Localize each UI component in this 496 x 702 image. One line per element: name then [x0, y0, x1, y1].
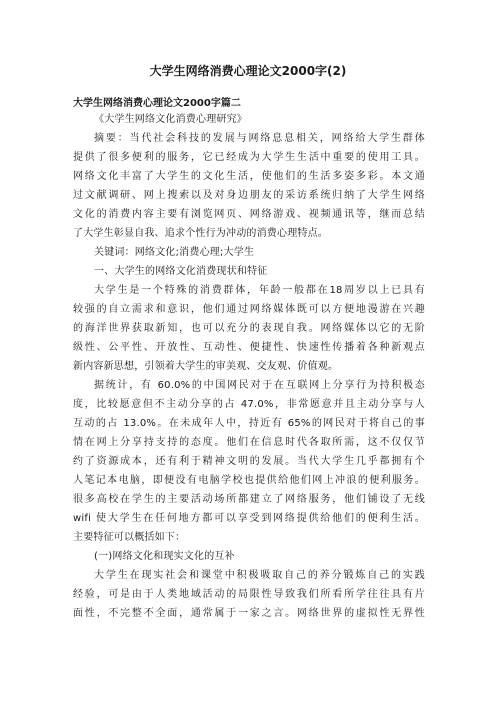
paragraph-line: 大学生是一个特殊的消费群体，年龄一般都在18周岁以上已具有: [94, 285, 425, 296]
document-title: 大学生网络消费心理论文2000字(2): [149, 64, 347, 78]
paragraph-line: 约了资源成本，还有利于精神文明的发展。当代大学生几乎都拥有个: [73, 456, 425, 467]
paragraph-line: 较强的自立需求和意识，他们通过网络媒体既可以方便地漫游在兴趣: [73, 304, 425, 315]
paragraph-line: 情在网上分享持支持的态度。他们在信息时代各取所需，这不仅仅节: [73, 437, 425, 448]
paragraph-line: 据统计，有 60.0%的中国网民对于在互联网上分享行为持积极态: [94, 380, 425, 391]
paragraph-line: 提供了很多便利的服务，它已经成为大学生生活中重要的使用工具。: [73, 152, 425, 163]
section-heading-line: 一、大学生的网络文化消费现状和特征: [94, 266, 268, 277]
paragraph-line: 经验，可是由于人类地域活动的局限性导致我们所看所学往往具有片: [73, 589, 425, 600]
paragraph-line: 度，比较愿意但不主动分享的占 47.0%，非常愿意并且主动分享与人: [73, 399, 425, 410]
paragraph-line: 文化的消费内容主要有浏览网页、网络游戏、视频通讯等，继而总结: [73, 209, 425, 220]
section-heading: 大学生网络消费心理论文2000字篇二: [73, 98, 241, 109]
paragraph-line: 摘要：当代社会科技的发展与网络息息相关，网络给大学生群体: [94, 133, 425, 144]
article-title-line: 《大学生网络文化消费心理研究》: [94, 114, 247, 125]
paragraph-line: wifi 使大学生在任何地方都可以享受到网络提供给他们的便利生活。: [73, 513, 425, 524]
paragraph-line: 人笔记本电脑，即便没有电脑学校也提供给他们网上冲浪的便利服务。: [73, 475, 425, 486]
paragraph-line: 了大学生彰显自我、追求个性行为冲动的消费心理特点。: [73, 228, 328, 239]
paragraph-line: 过文献调研、网上搜索以及对身边朋友的采访系统归纳了大学生网络: [73, 190, 425, 201]
paragraph-line: 网络文化丰富了大学生的文化生活，使他们的生活多姿多彩。本文通: [73, 171, 425, 182]
paragraph-line: 很多高校在学生的主要活动场所都建立了网络服务，他们铺设了无线: [73, 494, 425, 505]
paragraph-line: 新内容新思想，引领着大学生的审美观、交友观、价值观。: [73, 361, 339, 372]
paragraph-line: 级性、公平性、开放性、互动性、便捷性、快速性传播着各种新观点: [73, 342, 425, 353]
paragraph-line: 互动的占 13.0%。在未成年人中，持近有 65%的网民对于将自己的事: [73, 418, 425, 429]
paragraph-line: 主要特征可以概括如下：: [73, 532, 186, 543]
paragraph-line: 面性，不完整不全面，通常属于一家之言。网络世界的虚拟性无界性: [73, 608, 425, 619]
paragraph-line: 大学生在现实社会和课堂中积极吸取自己的养分锻炼自己的实践: [94, 570, 425, 581]
keywords-line: 关键词：网络文化;消费心理;大学生: [94, 247, 255, 258]
paragraph-line: 的海洋世界获取新知，也可以充分的表现自我。网络媒体以它的无阶: [73, 323, 425, 334]
subsection-heading-line: (一)网络文化和现实文化的互补: [94, 551, 235, 562]
